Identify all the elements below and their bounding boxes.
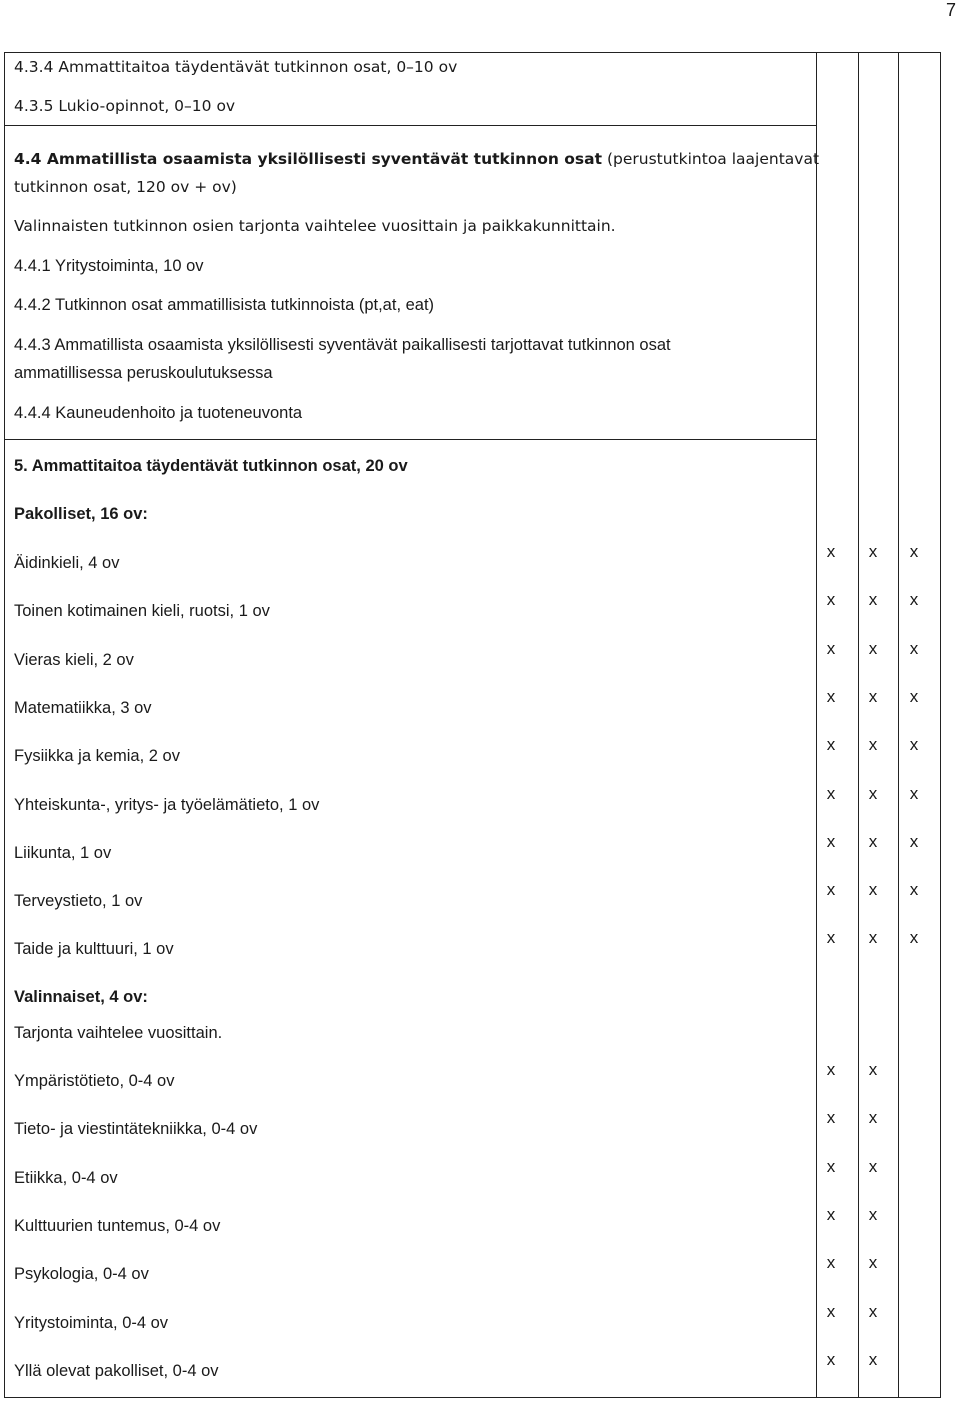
mandatory-row-label: Toinen kotimainen kieli, ruotsi, 1 ov xyxy=(14,602,270,621)
item-4-3-5: 4.3.5 Lukio-opinnot, 0–10 ov xyxy=(14,97,236,115)
elective-row-label: Ympäristötieto, 0-4 ov xyxy=(14,1072,175,1090)
mandatory-row-label: Matematiikka, 3 ov xyxy=(14,698,152,717)
elective-heading: Valinnaiset, 4 ov: xyxy=(14,988,148,1006)
mandatory-check-mark: x xyxy=(826,880,836,900)
mandatory-check-mark: x xyxy=(909,735,919,755)
mandatory-check-mark: x xyxy=(826,831,836,851)
mandatory-check-mark: x xyxy=(868,928,878,948)
elective-check-mark: x xyxy=(868,1204,878,1224)
mandatory-check-mark: x xyxy=(909,686,919,706)
mandatory-check-mark: x xyxy=(868,880,878,900)
mandatory-check-mark: x xyxy=(868,783,878,803)
elective-row-label: Yritystoiminta, 0-4 ov xyxy=(14,1313,169,1332)
mandatory-check-mark: x xyxy=(826,638,836,658)
column-divider xyxy=(816,53,817,1397)
elective-row-label: Kulttuurien tuntemus, 0-4 ov xyxy=(14,1216,221,1235)
mandatory-check-mark: x xyxy=(909,590,919,610)
mandatory-check-mark: x xyxy=(826,686,836,706)
elective-check-mark: x xyxy=(868,1253,878,1273)
elective-row-label: Etiikka, 0-4 ov xyxy=(14,1168,118,1187)
elective-check-mark: x xyxy=(826,1060,836,1079)
page-number: 7 xyxy=(945,0,956,20)
curriculum-table xyxy=(4,52,941,1398)
mandatory-row-label: Yhteiskunta-, yritys- ja työelämätieto, 1 ov xyxy=(14,795,320,814)
mandatory-check-mark: x xyxy=(826,783,836,803)
column-divider xyxy=(898,53,899,1397)
row-divider xyxy=(5,125,816,126)
mandatory-check-mark: x xyxy=(909,542,919,561)
section-4-4-heading-bold: 4.4 Ammatillista osaamista yksilöllisesti syventävät tutkinnon osat xyxy=(14,150,603,168)
elective-check-mark: x xyxy=(868,1060,878,1079)
mandatory-row-label: Liikunta, 1 ov xyxy=(14,843,112,862)
section-4-4-heading-rest: (perustutkintoa laajentavat xyxy=(602,150,820,168)
mandatory-check-mark: x xyxy=(826,590,836,610)
elective-check-mark: x xyxy=(826,1108,836,1128)
item-4-4-2: 4.4.2 Tutkinnon osat ammatillisista tutkinnoista (pt,at, eat) xyxy=(14,296,435,314)
elective-row-label: Psykologia, 0-4 ov xyxy=(14,1265,149,1284)
item-4-4-3-line1: 4.4.3 Ammatillista osaamista yksilöllisesti syventävät paikallisesti tarjottavat tutkinnon osat xyxy=(14,336,671,354)
elective-row-label: Yllä olevat pakolliset, 0-4 ov xyxy=(14,1361,219,1380)
mandatory-check-mark: x xyxy=(868,735,878,755)
mandatory-check-mark: x xyxy=(868,686,878,706)
elective-check-mark: x xyxy=(826,1253,836,1273)
elective-check-mark: x xyxy=(826,1204,836,1224)
mandatory-heading: Pakolliset, 16 ov: xyxy=(14,505,148,523)
mandatory-row-label: Vieras kieli, 2 ov xyxy=(14,650,134,669)
item-4-4-3-line2: ammatillisessa peruskoulutuksessa xyxy=(14,364,273,382)
mandatory-check-mark: x xyxy=(868,590,878,610)
item-4-4-1: 4.4.1 Yritystoiminta, 10 ov xyxy=(14,257,204,275)
mandatory-check-mark: x xyxy=(826,735,836,755)
elective-check-mark: x xyxy=(868,1108,878,1128)
section-4-4-heading-line2: tutkinnon osat, 120 ov + ov) xyxy=(14,178,237,196)
mandatory-row-label: Äidinkieli, 4 ov xyxy=(14,554,120,572)
elective-check-mark: x xyxy=(826,1301,836,1321)
mandatory-row-label: Taide ja kulttuuri, 1 ov xyxy=(14,940,174,959)
mandatory-check-mark: x xyxy=(909,880,919,900)
mandatory-check-mark: x xyxy=(826,542,836,561)
row-divider xyxy=(5,439,816,440)
elective-check-mark: x xyxy=(826,1349,836,1369)
mandatory-row-label: Terveystieto, 1 ov xyxy=(14,892,143,911)
mandatory-check-mark: x xyxy=(868,638,878,658)
item-4-3-4: 4.3.4 Ammattitaitoa täydentävät tutkinnon osat, 0–10 ov xyxy=(14,58,458,76)
mandatory-check-mark: x xyxy=(909,638,919,658)
mandatory-check-mark: x xyxy=(909,928,919,948)
mandatory-check-mark: x xyxy=(909,783,919,803)
mandatory-check-mark: x xyxy=(826,928,836,948)
mandatory-check-mark: x xyxy=(868,831,878,851)
section-5-heading: 5. Ammattitaitoa täydentävät tutkinnon osat, 20 ov xyxy=(14,457,408,475)
item-4-4-4: 4.4.4 Kauneudenhoito ja tuoteneuvonta xyxy=(14,404,303,422)
elective-check-mark: x xyxy=(826,1156,836,1176)
elective-check-mark: x xyxy=(868,1349,878,1369)
elective-note: Tarjonta vaihtelee vuosittain. xyxy=(14,1024,223,1042)
mandatory-row-label: Fysiikka ja kemia, 2 ov xyxy=(14,747,180,766)
section-4-4-note: Valinnaisten tutkinnon osien tarjonta vaihtelee vuosittain ja paikkakunnittain. xyxy=(14,217,616,235)
elective-check-mark: x xyxy=(868,1156,878,1176)
mandatory-check-mark: x xyxy=(868,542,878,561)
mandatory-check-mark: x xyxy=(909,831,919,851)
elective-check-mark: x xyxy=(868,1301,878,1321)
elective-row-label: Tieto- ja viestintätekniikka, 0-4 ov xyxy=(14,1120,258,1139)
column-divider xyxy=(858,53,859,1397)
section-4-4-heading xyxy=(14,149,819,169)
